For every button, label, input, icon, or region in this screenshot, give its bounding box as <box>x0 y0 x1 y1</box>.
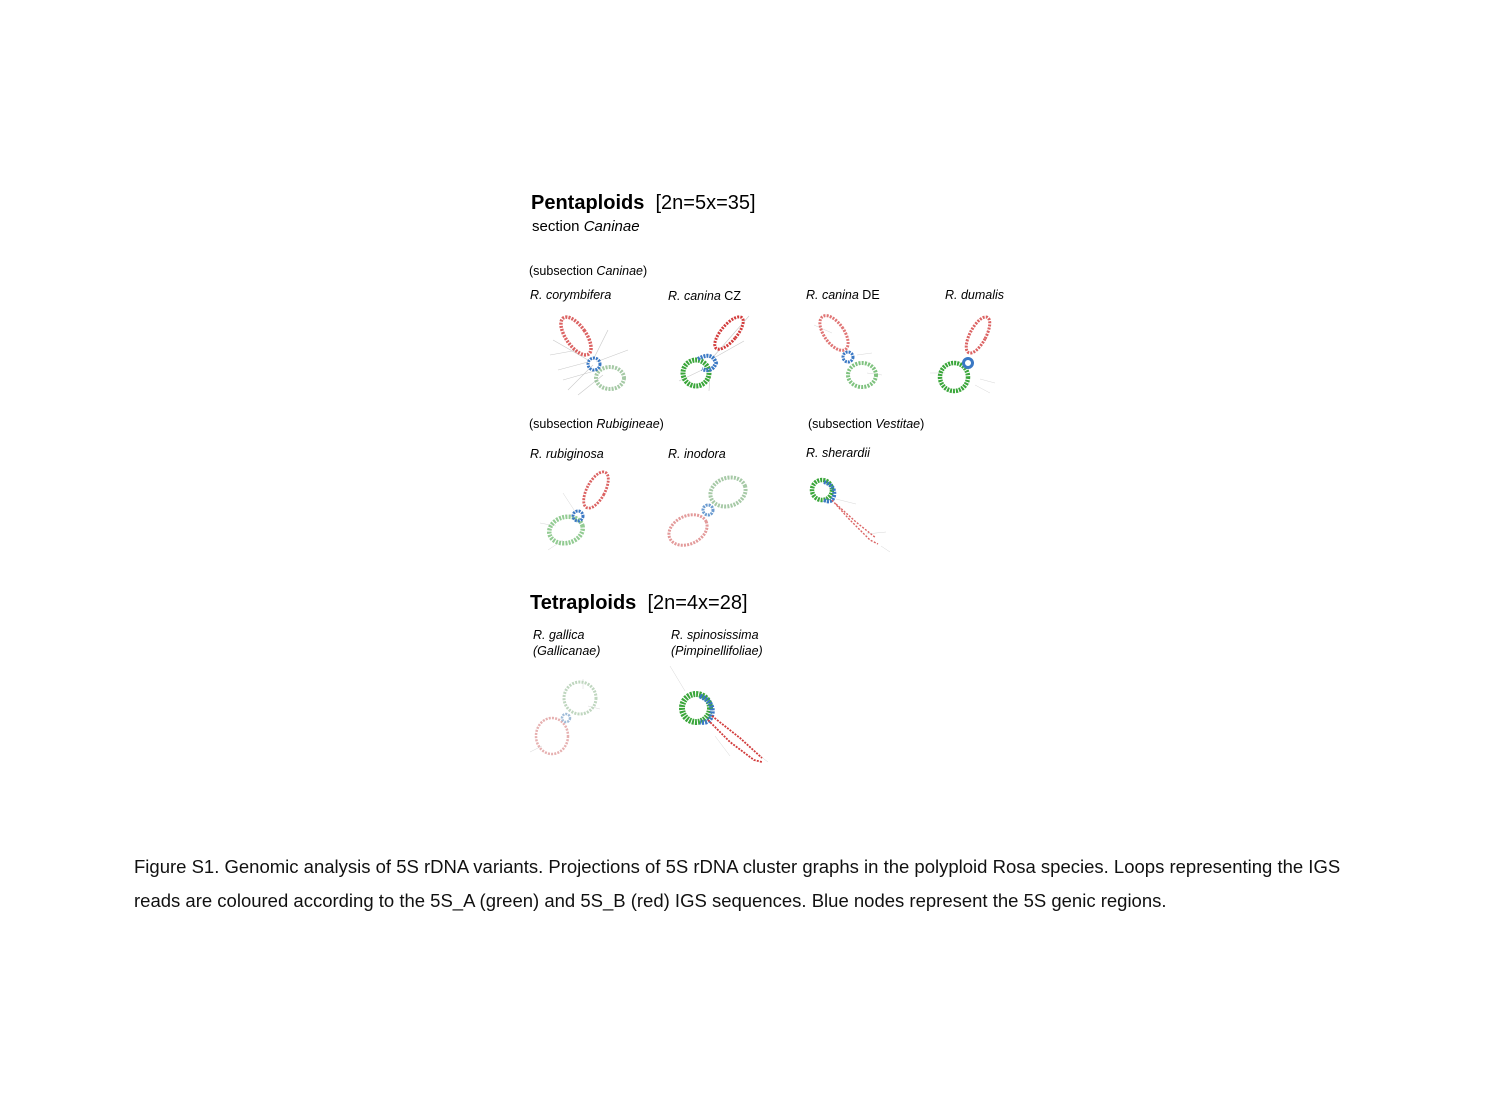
subsection-rubigineae-label <box>529 416 664 432</box>
species-section: (Gallicanae) <box>533 644 601 658</box>
cluster-graph-sherardii <box>806 474 892 554</box>
species-label-canina-de <box>806 287 880 303</box>
genic-node <box>562 714 570 722</box>
cluster-graph-canina-de <box>812 313 888 393</box>
species-name: R. canina <box>806 288 859 302</box>
genic-node <box>703 505 713 515</box>
section-name: Caninae <box>583 218 640 235</box>
species-label-canina-cz <box>668 288 741 304</box>
tetraploids-formula: [2n=4x=28] <box>647 592 748 614</box>
loop-5S-A <box>596 367 624 389</box>
loop-5S-A <box>682 694 710 722</box>
cluster-graph-rubiginosa <box>538 468 618 552</box>
species-label-gallica <box>533 627 600 659</box>
subsection-name: Caninae <box>596 264 643 278</box>
pentaploids-formula: [2n=5x=35] <box>655 192 756 214</box>
tetraploids-title: Tetraploids <box>530 592 637 614</box>
loop-5S-A <box>706 473 749 512</box>
species-label-spinosissima <box>671 627 763 659</box>
loop-5S-B <box>814 311 853 355</box>
cluster-graph-canina-cz <box>674 311 754 395</box>
species-suffix: CZ <box>724 289 741 303</box>
section-prefix: section <box>532 218 580 235</box>
loop-5S-B <box>832 500 878 544</box>
pentaploids-title: Pentaploids <box>531 192 645 214</box>
figure-caption <box>134 850 1374 918</box>
subsection-vestitae-label <box>808 416 924 432</box>
subsection-close: ) <box>920 417 925 431</box>
subsection-open: (subsection <box>529 264 593 278</box>
loop-5S-B <box>579 468 614 512</box>
species-name: R. spinosissima <box>671 628 759 642</box>
loop-5S-B <box>962 314 995 357</box>
genic-node <box>573 511 583 521</box>
species-label-dumalis: R. dumalis <box>945 288 1005 302</box>
loop-5S-B <box>555 312 597 360</box>
species-label-rubiginosa: R. rubiginosa <box>530 447 604 461</box>
subsection-close: ) <box>659 417 664 431</box>
caption-line-2: reads are coloured according to the 5S_A (green) and 5S_B (red) IGS sequences. Blue nodes represent the 5S genic regions. <box>134 890 1167 911</box>
loop-5S-B <box>536 718 568 754</box>
genic-node <box>700 696 712 722</box>
subsection-open: (subsection <box>808 417 872 431</box>
cluster-graph-spinosissima <box>670 666 770 766</box>
subsection-name: Rubigineae <box>596 417 660 431</box>
cluster-graph-inodora <box>666 470 752 554</box>
pentaploids-heading <box>531 192 756 215</box>
species-name: R. gallica <box>533 628 585 642</box>
loop-5S-A <box>848 363 876 387</box>
species-label-inodora: R. inodora <box>668 447 726 461</box>
subsection-open: (subsection <box>529 417 593 431</box>
loop-5S-A <box>546 513 586 547</box>
section-label <box>532 218 640 235</box>
cluster-graph-corymbifera <box>548 310 638 402</box>
species-suffix: DE <box>862 288 880 302</box>
cluster-graph-gallica <box>528 674 608 760</box>
subsection-close: ) <box>643 264 648 278</box>
species-section: (Pimpinellifoliae) <box>671 644 763 658</box>
loop-5S-A <box>564 682 596 714</box>
loop-5S-B <box>708 716 762 762</box>
genic-node <box>843 352 853 362</box>
species-name: R. canina <box>668 289 721 303</box>
loop-5S-B <box>710 313 748 354</box>
cluster-graph-dumalis <box>930 313 1002 397</box>
species-label-sherardii: R. sherardii <box>806 446 870 460</box>
subsection-caninae-label <box>529 263 647 279</box>
species-label-corymbifera: R. corymbifera <box>530 288 612 302</box>
genic-node <box>964 359 973 368</box>
genic-node <box>588 358 600 370</box>
subsection-name: Vestitae <box>875 417 921 431</box>
spoke-lines <box>679 316 749 391</box>
spoke-lines <box>836 499 890 552</box>
tetraploids-heading <box>530 592 748 615</box>
caption-line-1: Figure S1. Genomic analysis of 5S rDNA variants. Projections of 5S rDNA cluster graphs in the polyploid Rosa species. Loops representing the IGS <box>134 856 1341 877</box>
